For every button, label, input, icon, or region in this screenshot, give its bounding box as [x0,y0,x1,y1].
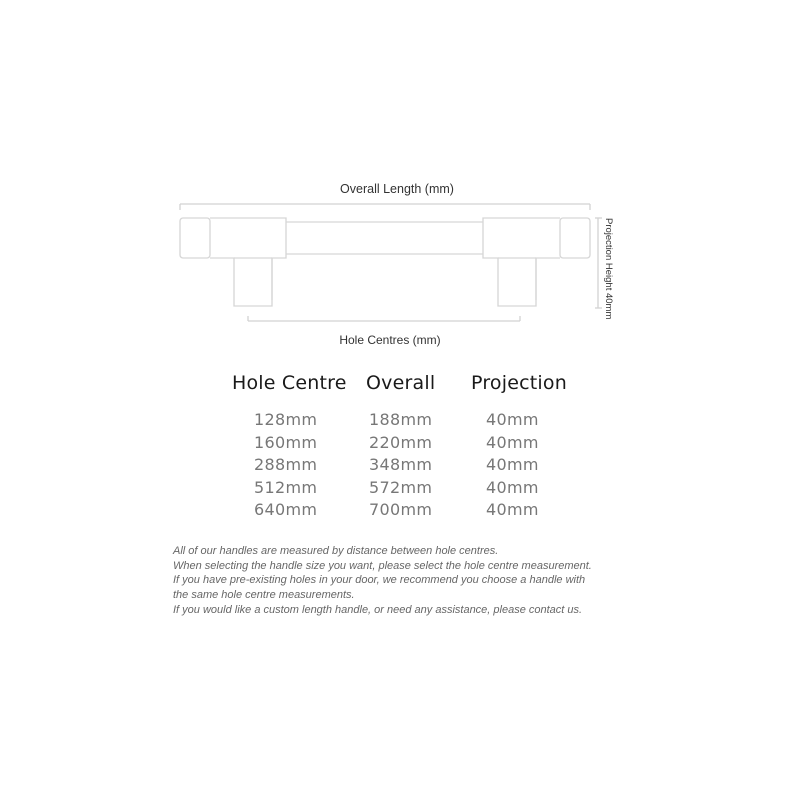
handle-outline [180,218,590,306]
table-cell: 40mm [486,432,539,452]
table-cell: 40mm [486,455,539,474]
table-cell: 40mm [486,500,539,519]
note-line: When selecting the handle size you want, please select the hole centre measurement. [173,559,592,572]
projection-height-bracket [595,218,602,308]
table-cell: 160mm [254,432,318,452]
table-cell: 220mm [369,432,433,452]
hole-centres-bracket [248,316,520,321]
table-cell: 40mm [486,410,539,429]
note-line: If you have pre-existing holes in your door, we recommend you choose a handle with [173,574,586,587]
header-overall: Overall [366,372,436,394]
overall-length-label: Overall Length (mm) [340,182,454,196]
table-cell: 40mm [486,477,539,497]
table-cell: 128mm [254,410,318,429]
table-cell: 288mm [254,455,318,474]
note-line: If you would like a custom length handle, or need any assistance, please contact us. [173,603,583,616]
header-hole-centre: Hole Centre [232,372,347,394]
table-cell: 188mm [369,410,433,429]
projection-height-label: Projection Height 40mm [603,218,614,320]
table-cell: 700mm [369,500,433,519]
table-cell: 572mm [369,477,433,497]
header-projection: Projection [471,372,567,394]
table-cell: 512mm [254,477,318,497]
table-cell: 348mm [369,455,433,474]
overall-length-bracket [180,204,590,210]
note-line: the same hole centre measurements. [173,589,355,602]
hole-centres-label: Hole Centres (mm) [339,333,441,347]
note-line: All of our handles are measured by distance between hole centres. [173,545,499,557]
table-cell: 640mm [254,500,318,519]
sizing-notes [173,544,793,618]
